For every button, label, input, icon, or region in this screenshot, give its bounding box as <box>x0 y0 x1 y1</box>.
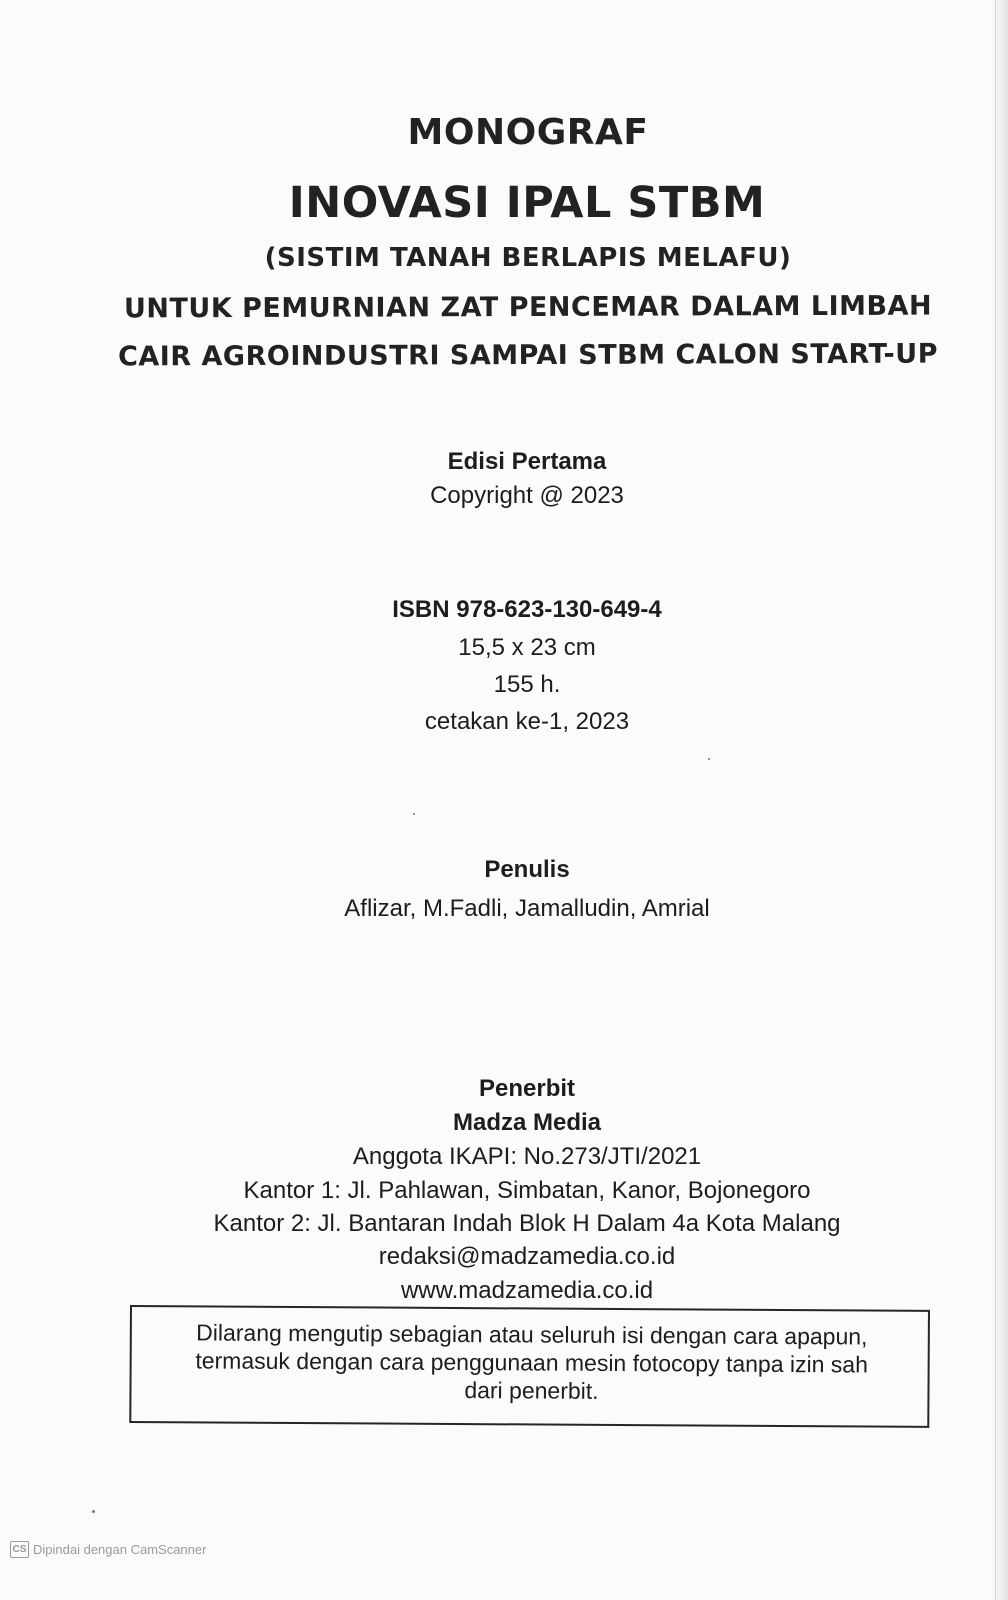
publisher-website: www.madzamedia.co.id <box>400 1277 654 1304</box>
scanner-watermark-text: Dipindai dengan CamScanner <box>33 1542 207 1557</box>
authors-label: Penulis <box>484 856 570 883</box>
authors-names: Aflizar, M.Fadli, Jamalludin, Amrial <box>344 895 710 922</box>
copyright-line: Copyright @ 2023 <box>430 482 624 509</box>
book-size: 15,5 x 23 cm <box>458 634 596 661</box>
page-edge-line <box>995 0 996 1600</box>
scan-speck <box>413 813 415 815</box>
subtitle-line-2: UNTUK PEMURNIAN ZAT PENCEMAR DALAM LIMBAH <box>123 290 933 325</box>
subtitle-line-3: CAIR AGROINDUSTRI SAMPAI STBM CALON START-UP <box>117 338 939 373</box>
publisher-ikapi: Anggota IKAPI: No.273/JTI/2021 <box>352 1143 702 1170</box>
scan-speck <box>92 1510 95 1513</box>
publisher-label: Penerbit <box>478 1075 576 1102</box>
page-edge-shadow <box>990 0 1008 1600</box>
series-heading: MONOGRAF <box>407 112 649 153</box>
notice-line-1: Dilarang mengutip sebagian atau seluruh isi dengan cara apapun, <box>196 1319 868 1350</box>
publisher-email: redaksi@madzamedia.co.id <box>378 1243 676 1270</box>
page-count: 155 h. <box>493 671 561 698</box>
notice-line-2: termasuk dengan cara penggunaan mesin fotocopy tanpa izin sah <box>195 1347 869 1378</box>
notice-line-3: dari penerbit. <box>464 1377 599 1404</box>
camscanner-logo-icon: CS <box>10 1541 29 1558</box>
publisher-name: Madza Media <box>452 1109 602 1136</box>
copyright-notice-box <box>129 1305 930 1428</box>
publisher-office-2: Kantor 2: Jl. Bantaran Indah Blok H Dalam 4a Kota Malang <box>213 1210 841 1237</box>
scan-speck <box>708 758 710 760</box>
publisher-office-1: Kantor 1: Jl. Pahlawan, Simbatan, Kanor, Bojonegoro <box>243 1177 811 1204</box>
isbn: ISBN 978-623-130-649-4 <box>392 596 662 623</box>
print-edition: cetakan ke-1, 2023 <box>424 708 630 735</box>
book-title: INOVASI IPAL STBM <box>288 178 766 228</box>
subtitle-line-1: (SISTIM TANAH BERLAPIS MELAFU) <box>264 243 792 273</box>
scanner-watermark <box>10 1541 206 1558</box>
edition-label: Edisi Pertama <box>447 448 607 475</box>
